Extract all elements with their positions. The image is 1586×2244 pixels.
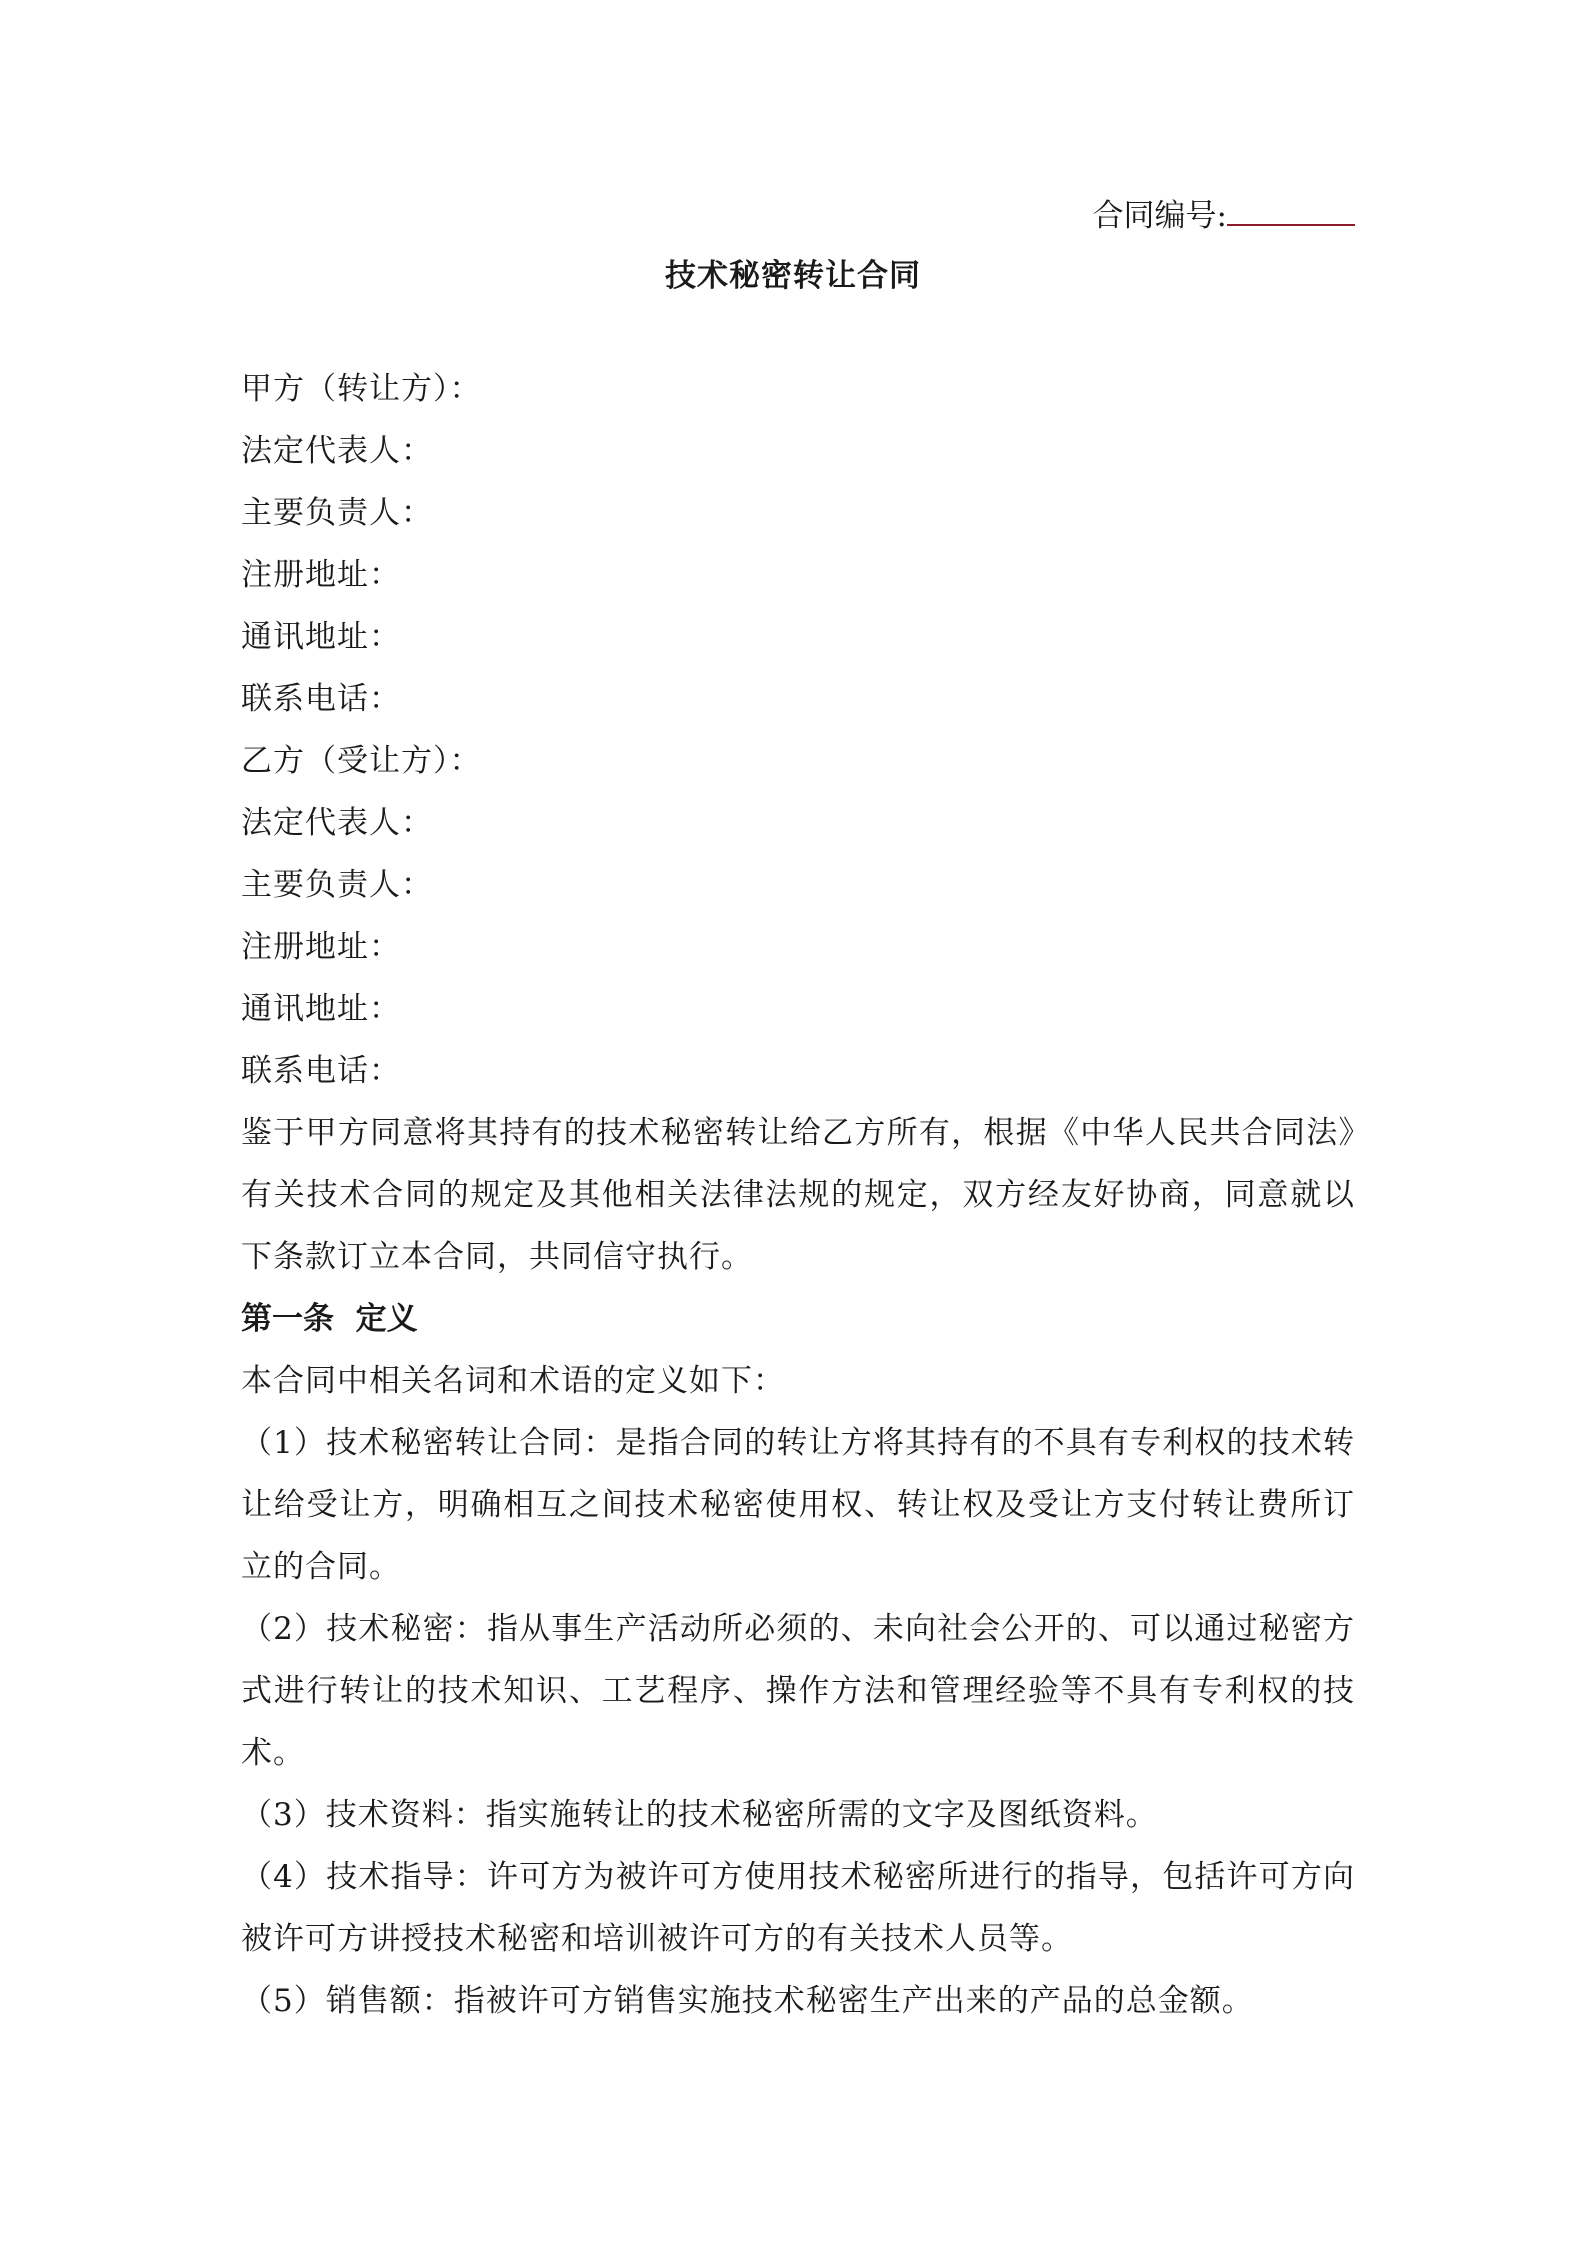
- article-1-heading: 第一条 定义: [241, 1301, 418, 1337]
- article-1-intro: 本合同中相关名词和术语的定义如下：: [241, 1363, 785, 1399]
- definition-item: （2）技术秘密：指从事生产活动所必须的、未向社会公开的、可以通过秘密方式进行转让的技术知识、工艺程序、操作方法和管理经验等不具有专利权的技术。: [241, 1611, 1355, 1771]
- contract-number-label: 合同编号:: [1092, 198, 1227, 234]
- party-b-mailing-address: 通讯地址：: [241, 991, 401, 1027]
- definition-item: （3）技术资料：指实施转让的技术秘密所需的文字及图纸资料。: [241, 1797, 1158, 1833]
- definition-item: （1）技术秘密转让合同：是指合同的转让方将其持有的不具有专利权的技术转让给受让方，明确相互之间技术秘密使用权、转让权及受让方支付转让费所订立的合同。: [241, 1425, 1355, 1585]
- party-a-legal-rep: 法定代表人：: [241, 433, 433, 469]
- party-a-mailing-address: 通讯地址：: [241, 619, 401, 655]
- definition-item: （4）技术指导：许可方为被许可方使用技术秘密所进行的指导，包括许可方向被许可方讲授技术秘密和培训被许可方的有关技术人员等。: [241, 1859, 1355, 1957]
- party-a-phone: 联系电话：: [241, 681, 401, 717]
- party-b-phone: 联系电话：: [241, 1053, 401, 1089]
- party-a-header: 甲方（转让方）：: [241, 371, 482, 407]
- party-b-person-in-charge: 主要负责人：: [241, 867, 433, 903]
- party-b-header: 乙方（受让方）：: [241, 743, 482, 779]
- definition-item: （5）销售额：指被许可方销售实施技术秘密生产出来的产品的总金额。: [241, 1983, 1254, 2019]
- contract-number-blank: [1227, 194, 1355, 226]
- preamble-paragraph: 鉴于甲方同意将其持有的技术秘密转让给乙方所有，根据《中华人民共合同法》有关技术合同的规定及其他相关法律法规的规定，双方经友好协商，同意就以下条款订立本合同，共同信守执行。: [241, 1115, 1355, 1275]
- party-b-legal-rep: 法定代表人：: [241, 805, 433, 841]
- contract-number-field: [1093, 194, 1355, 238]
- party-a-person-in-charge: 主要负责人：: [241, 495, 433, 531]
- document-body: [241, 358, 1355, 2032]
- party-b-registered-address: 注册地址：: [241, 929, 401, 965]
- document-title: 技术秘密转让合同: [665, 258, 921, 294]
- party-a-registered-address: 注册地址：: [241, 557, 401, 593]
